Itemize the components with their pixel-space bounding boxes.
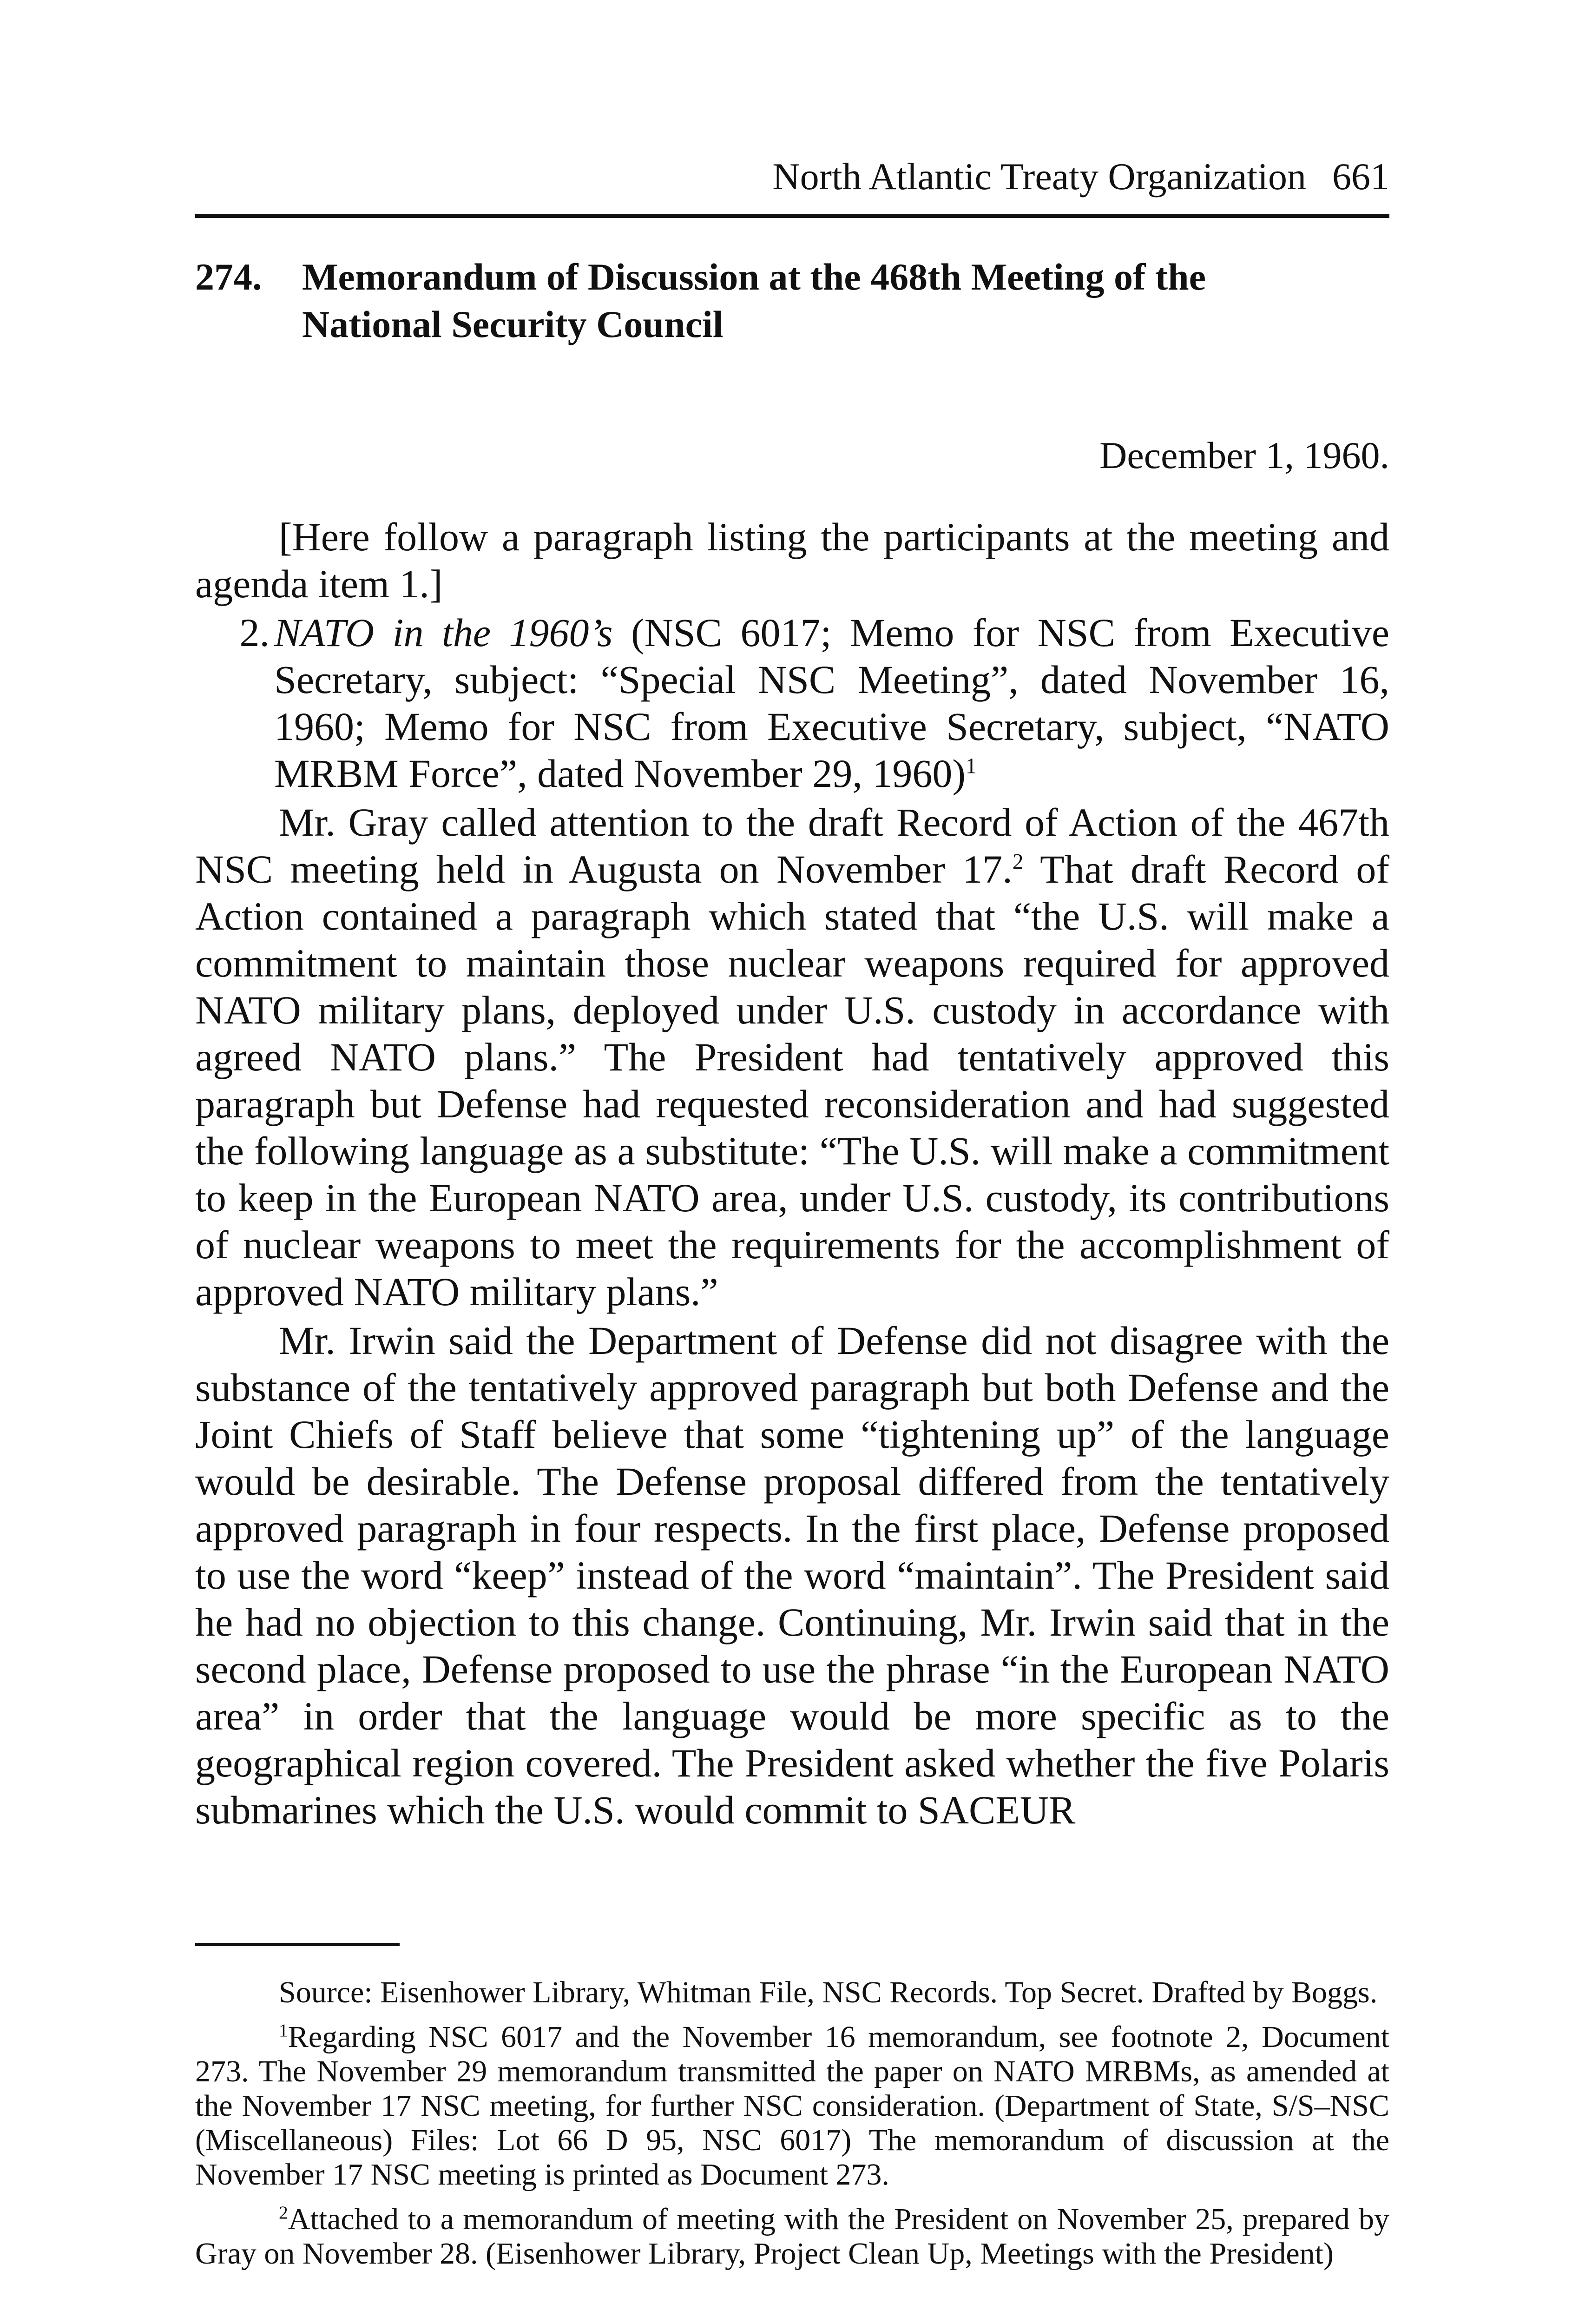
running-head bbox=[195, 153, 1389, 200]
footnote-1-text: Regarding NSC 6017 and the November 16 memorandum, see footnote 2, Document 273. The November 29 memorandum transmitted the paper on NATO MRBMs, as amended at the November 17 NSC meeting, for further NSC consideration. (Department of State, S/S–NSC (Miscellaneous) Files: Lot 66 D 95, NSC 6017) The memorandum of discussion at the November 17 NSC meeting is printed as Document 273. bbox=[195, 2020, 1389, 2192]
source-note: Source: Eisenhower Library, Whitman File, NSC Records. Top Secret. Drafted by Boggs. bbox=[279, 1975, 1378, 2009]
footnote-ref-1: 1 bbox=[966, 754, 977, 779]
header-rule bbox=[195, 214, 1389, 218]
footnote-2-marker: 2 bbox=[279, 2202, 288, 2223]
footnote-rule bbox=[195, 1943, 400, 1946]
footnote-2 bbox=[195, 2202, 1389, 2271]
document-title-line-1: Memorandum of Discussion at the 468th Meeting of the bbox=[302, 256, 1206, 298]
footnotes bbox=[195, 1975, 1389, 2281]
agenda-item bbox=[195, 609, 1389, 797]
footnote-ref-2: 2 bbox=[1012, 850, 1024, 874]
editorial-note: [Here follow a paragraph listing the participants at the meeting and agenda item 1.] bbox=[195, 515, 1389, 606]
agenda-item-text: (NSC 6017; Memo for NSC from Executive Secretary, subject: “Special NSC Meeting”, dated November 16, 1960; Memo for NSC from Executive Secretary, subject, “NATO MRBM Force”, dated November 29, 1960) bbox=[274, 610, 1389, 796]
agenda-item-number: 2. bbox=[239, 610, 270, 655]
document-title bbox=[195, 253, 1389, 348]
paragraph bbox=[195, 799, 1389, 1315]
footnote-2-text: Attached to a memorandum of meeting with the President on November 25, prepared by Gray on November 28. (Eisenhower Library, Project Clean Up, Meetings with the President) bbox=[195, 2202, 1389, 2271]
running-head-title: North Atlantic Treaty Organization bbox=[772, 155, 1306, 198]
paragraph-2: Mr. Irwin said the Department of Defense did not disagree with the substance of the tentatively approved paragraph but both Defense and the Joint Chiefs of Staff believe that some “tightening up” of the language would be desirable. The Defense proposal differed from the tentatively approved paragraph in four respects. In the first place, Defense proposed to use the word “keep” instead of the word “maintain”. The President said he had no objection to this change. Continuing, Mr. Irwin said that in the second place, Defense proposed to use the phrase “in the European NATO area” in order that the language would be more specific as to the geographical region covered. The President asked whether the five Polaris submarines which the U.S. would commit to SACEUR bbox=[195, 1318, 1389, 1832]
agenda-item-title: NATO in the 1960’s bbox=[274, 610, 613, 655]
document-date: December 1, 1960. bbox=[1099, 434, 1389, 476]
footnote-1-marker: 1 bbox=[279, 2020, 288, 2040]
document-title-line-2: National Security Council bbox=[302, 303, 724, 345]
body-text bbox=[195, 514, 1389, 1835]
footnote-1 bbox=[195, 2020, 1389, 2192]
paragraph-1-part-a: Mr. Gray called attention to the draft Record of Action of the 467th NSC meeting held in Augusta on November 17. bbox=[195, 800, 1389, 891]
document-number: 274. bbox=[195, 256, 262, 298]
paragraph-1-part-b: That draft Record of Action contained a paragraph which stated that “the U.S. will make a commitment to maintain those nuclear weapons required for approved NATO military plans, deployed under U.S. custody in accordance with agreed NATO plans.” The President had tentatively approved this paragraph but Defense had requested reconsideration and had suggested the following language as a substitute: “The U.S. will make a commitment to keep in the European NATO area, under U.S. custody, its contributions of nuclear weapons to meet the requirements for the accomplishment of approved NATO military plans.” bbox=[195, 847, 1389, 1314]
page-number: 661 bbox=[1332, 155, 1389, 198]
